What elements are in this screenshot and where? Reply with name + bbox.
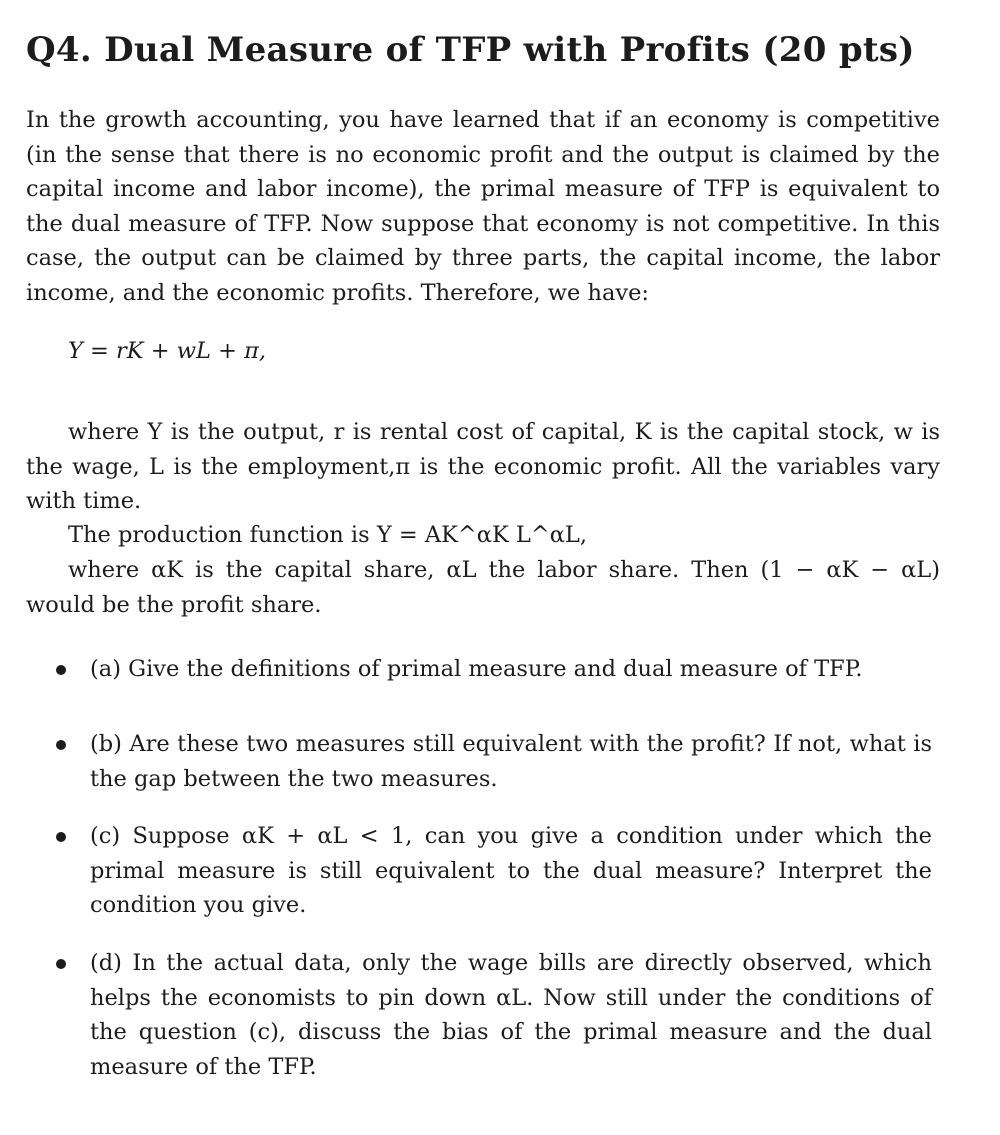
question-c: (c) Suppose αK + αL < 1, can you give a condition under which the primal measure is still equivalent to the dual measure? Interpret the condition you give.	[90, 823, 932, 919]
question-title: Q4. Dual Measure of TFP with Profits (20 pts)	[26, 30, 915, 70]
variables-paragraph: where Y is the output, r is rental cost of capital, K is the capital stock, w is the wage, L is the employment,π is the economic profit. All the variables vary with time.	[26, 419, 940, 515]
bullet-icon	[56, 665, 66, 675]
bullet-icon	[56, 959, 66, 969]
bullet-icon	[56, 740, 66, 750]
question-a: (a) Give the definitions of primal measure and dual measure of TFP.	[90, 656, 863, 682]
shares-paragraph: where αK is the capital share, αL the labor share. Then (1 − αK − αL) would be the profit share.	[26, 557, 940, 618]
question-b: (b) Are these two measures still equivalent with the profit? If not, what is the gap between the two measures.	[90, 731, 932, 792]
intro-paragraph: In the growth accounting, you have learned that if an economy is competitive (in the sense that there is no economic profit and the output is claimed by the capital income and labor income), the primal measure of TFP is equivalent to the dual measure of TFP. Now suppose that economy is not competitive. In this case, the output can be claimed by three parts, the capital income, the labor income, and the economic profits. Therefore, we have:	[26, 107, 940, 306]
bullet-icon	[56, 832, 66, 842]
income-equation: Y = rK + wL + π,	[68, 338, 267, 364]
production-function: The production function is Y = AK^αK L^αL,	[68, 522, 587, 548]
question-d: (d) In the actual data, only the wage bills are directly observed, which helps the economists to pin down αL. Now still under the conditions of the question (c), discuss the bias of the primal measure and the dual measure of the TFP.	[90, 950, 932, 1080]
